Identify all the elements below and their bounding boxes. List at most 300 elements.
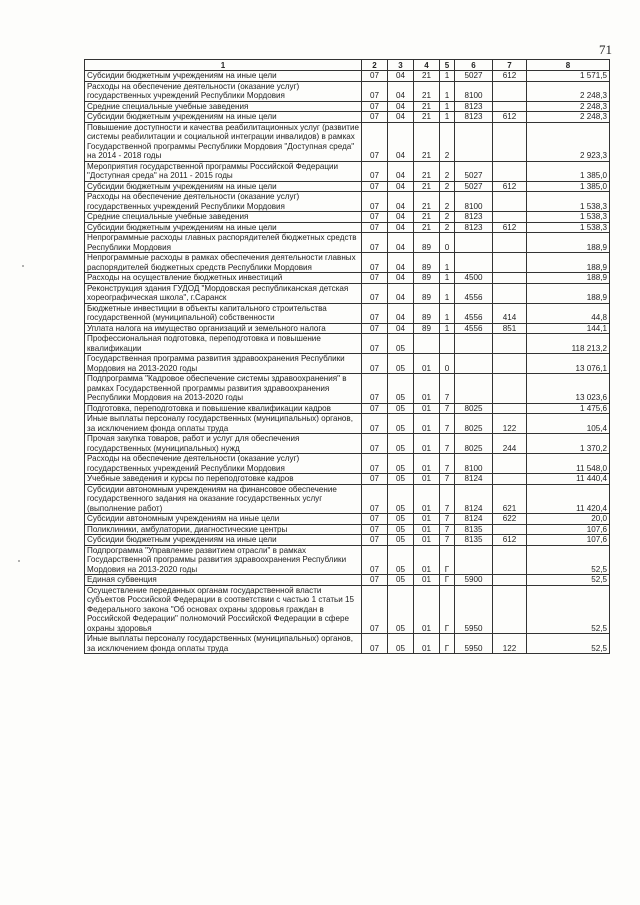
code-subsection: 04 — [388, 283, 414, 303]
code-section: 07 — [362, 545, 388, 575]
code-subsection: 05 — [388, 524, 414, 535]
amount: 144,1 — [527, 323, 610, 334]
code-section: 07 — [362, 323, 388, 334]
code-expense-type — [493, 403, 527, 414]
code-subprogram: 7 — [440, 524, 455, 535]
code-program: 01 — [414, 434, 440, 454]
code-expense-type — [493, 212, 527, 223]
row-name: Расходы на обеспечение деятельности (оказание услуг) государственных учреждений Республики Мордовия — [85, 192, 362, 212]
code-direction: 5900 — [455, 575, 493, 586]
code-program: 89 — [414, 303, 440, 323]
code-expense-type — [493, 575, 527, 586]
code-expense-type — [493, 334, 527, 354]
code-section: 07 — [362, 414, 388, 434]
amount: 1 571,5 — [527, 71, 610, 82]
code-expense-type: 612 — [493, 181, 527, 192]
row-name: Субсидии бюджетным учреждениям на иные цели — [85, 222, 362, 233]
code-direction — [455, 253, 493, 273]
code-direction: 8025 — [455, 414, 493, 434]
code-expense-type: 612 — [493, 112, 527, 123]
code-program: 89 — [414, 283, 440, 303]
code-direction: 4556 — [455, 323, 493, 334]
code-expense-type — [493, 161, 527, 181]
code-direction: 8123 — [455, 222, 493, 233]
code-expense-type — [493, 354, 527, 374]
row-name: Единая субвенция — [85, 575, 362, 586]
table-row — [85, 354, 610, 374]
code-expense-type — [493, 283, 527, 303]
code-subprogram: 7 — [440, 403, 455, 414]
code-subsection: 04 — [388, 81, 414, 101]
code-direction: 8025 — [455, 434, 493, 454]
code-expense-type: 122 — [493, 414, 527, 434]
code-program: 21 — [414, 71, 440, 82]
code-program: 01 — [414, 634, 440, 654]
row-name: Иные выплаты персоналу государственных (муниципальных) органов, за исключением фонда оплаты труда — [85, 414, 362, 434]
code-expense-type — [493, 524, 527, 535]
code-subsection: 04 — [388, 273, 414, 284]
code-program: 21 — [414, 181, 440, 192]
code-section: 07 — [362, 575, 388, 586]
code-subprogram: 7 — [440, 414, 455, 434]
code-subsection: 04 — [388, 323, 414, 334]
code-section: 07 — [362, 403, 388, 414]
code-program: 89 — [414, 273, 440, 284]
code-expense-type: 622 — [493, 514, 527, 525]
row-name: Субсидии автономным учреждениям на иные цели — [85, 514, 362, 525]
code-section: 07 — [362, 81, 388, 101]
code-section: 07 — [362, 101, 388, 112]
table-row — [85, 484, 610, 514]
code-subsection: 05 — [388, 545, 414, 575]
code-subprogram: 2 — [440, 181, 455, 192]
code-direction: 8100 — [455, 192, 493, 212]
row-name: Субсидии автономным учреждениям на финансовое обеспечение государственного задания на оказание государственных услуг (выполнение работ) — [85, 484, 362, 514]
code-program: 01 — [414, 585, 440, 634]
amount: 52,5 — [527, 634, 610, 654]
row-name: Мероприятия государственной программы Российской Федерации "Доступная среда" на 2011 - 2015 годы — [85, 161, 362, 181]
amount: 52,5 — [527, 545, 610, 575]
code-direction — [455, 334, 493, 354]
row-name: Государственная программа развития здравоохранения Республики Мордовия на 2013-2020 годы — [85, 354, 362, 374]
row-name: Субсидии бюджетным учреждениям на иные цели — [85, 71, 362, 82]
code-subsection: 05 — [388, 354, 414, 374]
code-expense-type: 851 — [493, 323, 527, 334]
code-subsection: 04 — [388, 112, 414, 123]
code-direction: 4556 — [455, 303, 493, 323]
table-row — [85, 122, 610, 161]
amount: 52,5 — [527, 585, 610, 634]
code-section: 07 — [362, 585, 388, 634]
code-section: 07 — [362, 354, 388, 374]
row-name: Подпрограмма "Кадровое обеспечение системы здравоохранения" в рамках Государственной программы развития здравоохранения Республики Мордовия на 2013-2020 годы — [85, 374, 362, 404]
table-row — [85, 303, 610, 323]
amount: 11 420,4 — [527, 484, 610, 514]
row-name: Иные выплаты персоналу государственных (муниципальных) органов, за исключением фонда оплаты труда — [85, 634, 362, 654]
code-expense-type — [493, 545, 527, 575]
code-subprogram: 2 — [440, 161, 455, 181]
code-direction: 8124 — [455, 514, 493, 525]
code-direction: 8135 — [455, 535, 493, 546]
scan-speck — [18, 560, 20, 562]
scan-speck — [22, 265, 24, 267]
column-header: 5 — [440, 60, 455, 71]
code-section: 07 — [362, 535, 388, 546]
row-name: Осуществление переданных органам государственной власти субъектов Российской Федерации в соответствии с частью 1 статьи 15 Федерального закона "Об основах охраны здоровья граждан в Российской Федерации" полномочий Российской Федерации в сфере охраны здоровья — [85, 585, 362, 634]
code-direction: 8025 — [455, 403, 493, 414]
code-subprogram: 1 — [440, 71, 455, 82]
table-row — [85, 273, 610, 284]
code-section: 07 — [362, 434, 388, 454]
code-expense-type: 621 — [493, 484, 527, 514]
code-direction: 5950 — [455, 634, 493, 654]
table-row — [85, 181, 610, 192]
code-expense-type — [493, 253, 527, 273]
code-program: 21 — [414, 112, 440, 123]
code-program: 01 — [414, 474, 440, 485]
code-subprogram: 1 — [440, 112, 455, 123]
code-program: 01 — [414, 354, 440, 374]
amount: 2 923,3 — [527, 122, 610, 161]
code-subsection: 05 — [388, 454, 414, 474]
code-subprogram: 7 — [440, 535, 455, 546]
code-subsection: 05 — [388, 634, 414, 654]
code-direction — [455, 233, 493, 253]
code-subsection: 04 — [388, 192, 414, 212]
code-expense-type: 122 — [493, 634, 527, 654]
code-program: 01 — [414, 414, 440, 434]
table-row — [85, 374, 610, 404]
amount: 44,8 — [527, 303, 610, 323]
code-subprogram: 2 — [440, 122, 455, 161]
amount: 1 475,6 — [527, 403, 610, 414]
row-name: Субсидии бюджетным учреждениям на иные цели — [85, 181, 362, 192]
code-subsection: 04 — [388, 122, 414, 161]
code-expense-type — [493, 474, 527, 485]
code-direction — [455, 354, 493, 374]
table-row — [85, 524, 610, 535]
code-program: 01 — [414, 514, 440, 525]
amount: 1 538,3 — [527, 192, 610, 212]
amount: 107,6 — [527, 535, 610, 546]
row-name: Бюджетные инвестиции в объекты капитального строительства государственной (муниципальной) собственности — [85, 303, 362, 323]
amount: 1 385,0 — [527, 161, 610, 181]
code-subprogram: Г — [440, 575, 455, 586]
amount: 1 538,3 — [527, 222, 610, 233]
code-section: 07 — [362, 161, 388, 181]
row-name: Уплата налога на имущество организаций и земельного налога — [85, 323, 362, 334]
code-subprogram: 7 — [440, 434, 455, 454]
code-program: 21 — [414, 101, 440, 112]
code-direction: 8123 — [455, 112, 493, 123]
amount: 1 538,3 — [527, 212, 610, 223]
code-subprogram: 1 — [440, 253, 455, 273]
amount: 13 023,6 — [527, 374, 610, 404]
code-direction: 8124 — [455, 474, 493, 485]
table-row — [85, 81, 610, 101]
code-program: 01 — [414, 524, 440, 535]
code-expense-type: 612 — [493, 222, 527, 233]
row-name: Субсидии бюджетным учреждениям на иные цели — [85, 112, 362, 123]
amount: 52,5 — [527, 575, 610, 586]
code-subprogram: 7 — [440, 484, 455, 514]
code-subprogram: 1 — [440, 273, 455, 284]
code-section: 07 — [362, 454, 388, 474]
code-direction — [455, 545, 493, 575]
column-header: 3 — [388, 60, 414, 71]
amount: 2 248,3 — [527, 81, 610, 101]
code-subsection: 05 — [388, 585, 414, 634]
code-section: 07 — [362, 71, 388, 82]
code-program: 01 — [414, 545, 440, 575]
table-row — [85, 212, 610, 223]
code-section: 07 — [362, 181, 388, 192]
budget-table — [84, 59, 610, 654]
code-subprogram: 7 — [440, 514, 455, 525]
row-name: Подготовка, переподготовка и повышение квалификации кадров — [85, 403, 362, 414]
amount: 188,9 — [527, 273, 610, 284]
table-row — [85, 192, 610, 212]
code-program: 21 — [414, 161, 440, 181]
row-name: Непрограммные расходы в рамках обеспечения деятельности главных распорядителей бюджетных средств Республики Мордовия — [85, 253, 362, 273]
code-section: 07 — [362, 303, 388, 323]
code-expense-type — [493, 81, 527, 101]
row-name: Средние специальные учебные заведения — [85, 212, 362, 223]
table-row — [85, 112, 610, 123]
code-direction: 8135 — [455, 524, 493, 535]
code-subsection: 04 — [388, 253, 414, 273]
code-subsection: 04 — [388, 71, 414, 82]
amount: 20,0 — [527, 514, 610, 525]
table-row — [85, 454, 610, 474]
table-row — [85, 585, 610, 634]
amount: 105,4 — [527, 414, 610, 434]
code-direction: 4500 — [455, 273, 493, 284]
code-subprogram: 2 — [440, 212, 455, 223]
code-expense-type: 414 — [493, 303, 527, 323]
code-direction: 8100 — [455, 81, 493, 101]
table-row — [85, 233, 610, 253]
column-header: 2 — [362, 60, 388, 71]
code-subsection: 05 — [388, 334, 414, 354]
row-name: Субсидии бюджетным учреждениям на иные цели — [85, 535, 362, 546]
code-direction: 5027 — [455, 181, 493, 192]
amount: 107,6 — [527, 524, 610, 535]
table-row — [85, 474, 610, 485]
code-program — [414, 334, 440, 354]
code-subsection: 05 — [388, 575, 414, 586]
code-program: 21 — [414, 81, 440, 101]
row-name: Непрограммные расходы главных распорядителей бюджетных средств Республики Мордовия — [85, 233, 362, 253]
row-name: Учебные заведения и курсы по переподготовке кадров — [85, 474, 362, 485]
code-subprogram: 2 — [440, 222, 455, 233]
table-row — [85, 634, 610, 654]
table-row — [85, 403, 610, 414]
code-subprogram — [440, 334, 455, 354]
code-section: 07 — [362, 233, 388, 253]
code-subsection: 05 — [388, 403, 414, 414]
code-subsection: 04 — [388, 233, 414, 253]
code-program: 21 — [414, 222, 440, 233]
amount: 11 440,4 — [527, 474, 610, 485]
table-row — [85, 161, 610, 181]
table-row — [85, 222, 610, 233]
table-row — [85, 283, 610, 303]
code-section: 07 — [362, 514, 388, 525]
table-row — [85, 101, 610, 112]
amount: 1 385,0 — [527, 181, 610, 192]
amount: 2 248,3 — [527, 112, 610, 123]
column-header: 8 — [527, 60, 610, 71]
amount: 1 370,2 — [527, 434, 610, 454]
amount: 11 548,0 — [527, 454, 610, 474]
code-subsection: 04 — [388, 212, 414, 223]
code-subsection: 04 — [388, 181, 414, 192]
code-direction — [455, 122, 493, 161]
code-direction: 5027 — [455, 161, 493, 181]
code-direction: 8123 — [455, 212, 493, 223]
code-subprogram: Г — [440, 545, 455, 575]
code-section: 07 — [362, 334, 388, 354]
code-program: 89 — [414, 323, 440, 334]
code-section: 07 — [362, 112, 388, 123]
code-subprogram: 1 — [440, 283, 455, 303]
code-program: 01 — [414, 535, 440, 546]
code-subprogram: 2 — [440, 192, 455, 212]
code-subprogram: 7 — [440, 374, 455, 404]
code-program: 01 — [414, 403, 440, 414]
code-expense-type — [493, 454, 527, 474]
table-row — [85, 545, 610, 575]
code-section: 07 — [362, 192, 388, 212]
code-expense-type — [493, 233, 527, 253]
code-direction: 8100 — [455, 454, 493, 474]
code-section: 07 — [362, 524, 388, 535]
code-section: 07 — [362, 283, 388, 303]
code-subprogram: Г — [440, 634, 455, 654]
code-expense-type — [493, 273, 527, 284]
code-expense-type: 612 — [493, 71, 527, 82]
amount: 13 076,1 — [527, 354, 610, 374]
code-subprogram: 0 — [440, 354, 455, 374]
row-name: Профессиональная подготовка, переподготовка и повышение квалификации — [85, 334, 362, 354]
code-program: 21 — [414, 212, 440, 223]
code-program: 21 — [414, 122, 440, 161]
row-name: Поликлиники, амбулатории, диагностические центры — [85, 524, 362, 535]
code-subsection: 05 — [388, 474, 414, 485]
code-direction — [455, 374, 493, 404]
row-name: Прочая закупка товаров, работ и услуг для обеспечения государственных (муниципальных) нужд — [85, 434, 362, 454]
table-row — [85, 323, 610, 334]
table-row — [85, 253, 610, 273]
code-section: 07 — [362, 634, 388, 654]
table-row — [85, 535, 610, 546]
code-subsection: 04 — [388, 161, 414, 181]
code-subsection: 05 — [388, 374, 414, 404]
table-row — [85, 575, 610, 586]
code-subprogram: 7 — [440, 454, 455, 474]
code-section: 07 — [362, 484, 388, 514]
row-name: Расходы на обеспечение деятельности (оказание услуг) государственных учреждений Республики Мордовия — [85, 81, 362, 101]
code-section: 07 — [362, 253, 388, 273]
header-row — [85, 60, 610, 71]
code-subsection: 05 — [388, 414, 414, 434]
code-subsection: 05 — [388, 535, 414, 546]
code-direction: 8123 — [455, 101, 493, 112]
code-subprogram: 1 — [440, 323, 455, 334]
code-subsection: 04 — [388, 222, 414, 233]
amount: 188,9 — [527, 283, 610, 303]
code-section: 07 — [362, 374, 388, 404]
amount: 2 248,3 — [527, 101, 610, 112]
code-direction: 5027 — [455, 71, 493, 82]
code-expense-type — [493, 122, 527, 161]
code-program: 89 — [414, 233, 440, 253]
table-row — [85, 71, 610, 82]
code-expense-type — [493, 192, 527, 212]
code-expense-type: 244 — [493, 434, 527, 454]
code-expense-type: 612 — [493, 535, 527, 546]
table-body — [85, 71, 610, 654]
row-name: Средние специальные учебные заведения — [85, 101, 362, 112]
code-program: 01 — [414, 575, 440, 586]
amount: 188,9 — [527, 233, 610, 253]
table-row — [85, 514, 610, 525]
code-direction: 4556 — [455, 283, 493, 303]
table-row — [85, 414, 610, 434]
code-expense-type — [493, 101, 527, 112]
code-section: 07 — [362, 474, 388, 485]
code-subsection: 05 — [388, 514, 414, 525]
code-expense-type — [493, 585, 527, 634]
code-subprogram: 1 — [440, 303, 455, 323]
column-header: 6 — [455, 60, 493, 71]
code-subprogram: 0 — [440, 233, 455, 253]
row-name: Подпрограмма "Управление развитием отрасли" в рамках Государственной программы развития здравоохранения Республики Мордовия на 2013-2020 годы — [85, 545, 362, 575]
row-name: Реконструкция здания ГУДОД "Мордовская республиканская детская хореографическая школа", г.Саранск — [85, 283, 362, 303]
column-header: 1 — [85, 60, 362, 71]
row-name: Расходы на осуществление бюджетных инвестиций — [85, 273, 362, 284]
code-program: 89 — [414, 253, 440, 273]
table-row — [85, 334, 610, 354]
code-direction: 5950 — [455, 585, 493, 634]
column-header: 4 — [414, 60, 440, 71]
code-subsection: 04 — [388, 303, 414, 323]
code-subprogram: 1 — [440, 101, 455, 112]
code-subprogram: Г — [440, 585, 455, 634]
column-header: 7 — [493, 60, 527, 71]
table-row — [85, 434, 610, 454]
code-section: 07 — [362, 273, 388, 284]
code-direction: 8124 — [455, 484, 493, 514]
code-section: 07 — [362, 122, 388, 161]
code-subprogram: 7 — [440, 474, 455, 485]
code-program: 21 — [414, 192, 440, 212]
code-section: 07 — [362, 222, 388, 233]
amount: 188,9 — [527, 253, 610, 273]
code-program: 01 — [414, 484, 440, 514]
code-subprogram: 1 — [440, 81, 455, 101]
code-subsection: 05 — [388, 434, 414, 454]
row-name: Расходы на обеспечение деятельности (оказание услуг) государственных учреждений Республики Мордовия — [85, 454, 362, 474]
code-program: 01 — [414, 374, 440, 404]
code-section: 07 — [362, 212, 388, 223]
code-program: 01 — [414, 454, 440, 474]
page-number: 71 — [599, 42, 612, 57]
amount: 118 213,2 — [527, 334, 610, 354]
code-subsection: 04 — [388, 101, 414, 112]
code-subsection: 05 — [388, 484, 414, 514]
